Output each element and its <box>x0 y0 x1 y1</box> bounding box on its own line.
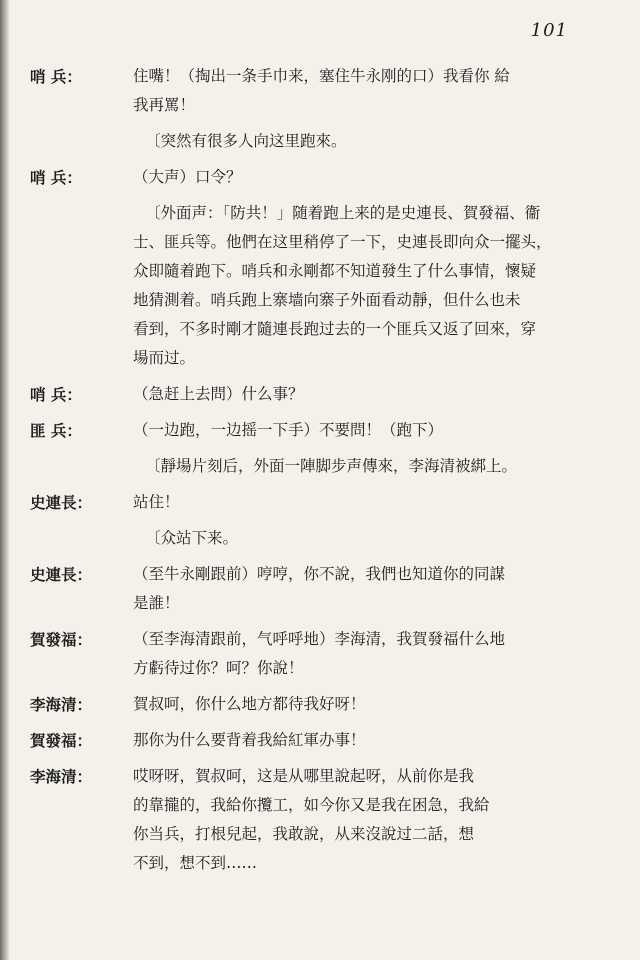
line-text: （大声）口令？ <box>133 168 242 186</box>
speaker-name: 哨 兵： <box>30 168 82 187</box>
continuation-line <box>30 820 602 849</box>
line-text: 的靠攏的，我給你攬工，如今你又是我在困急，我給 <box>133 796 490 814</box>
line-text: 我再罵！ <box>133 96 196 114</box>
dialogue-line <box>30 690 602 719</box>
speaker-name: 哨 兵： <box>30 67 82 86</box>
line-text: 住嘴！（掏出一条手巾来，塞住牛永刚的口）我看你 給 <box>133 67 510 85</box>
line-text: 地猜測着。哨兵跑上寨墙向寨子外面看动靜，但什么也未 <box>133 291 521 309</box>
speaker-name: 史連長： <box>30 565 93 584</box>
dialogue-line <box>30 380 602 409</box>
line-text: 不到，想不到…… <box>133 854 258 872</box>
speaker-name: 賀發福： <box>30 630 93 649</box>
line-text: 〔突然有很多人向这里跑來。 <box>145 132 347 150</box>
dialogue-line <box>30 62 602 91</box>
line-text: 你当兵，打根兒起，我敢說，从来沒說过二話，想 <box>133 825 475 843</box>
dialogue-line <box>30 560 602 589</box>
dialogue-line <box>30 163 602 192</box>
continuation-line <box>30 286 602 315</box>
continuation-line <box>30 228 602 257</box>
page-spine-shadow <box>0 0 9 960</box>
line-text: 站住！ <box>133 493 180 511</box>
line-text: （至牛永剛跟前）哼哼，你不說，我們也知道你的同謀 <box>133 565 506 583</box>
continuation-line <box>30 791 602 820</box>
line-text: 那你为什么要背着我給紅軍办事！ <box>133 731 366 749</box>
speaker-name: 哨 兵： <box>30 385 82 404</box>
line-text: 場而过。 <box>133 349 196 367</box>
line-text: 〔靜場片刻后，外面一陣脚步声傳來，李海清被綁上。 <box>145 457 518 475</box>
line-text: 看到，不多时剛才隨連長跑过去的一个匪兵又返了回來，穿 <box>133 320 537 338</box>
dialogue-line <box>30 726 602 755</box>
speaker-name: 李海清： <box>30 695 93 714</box>
line-text: （至李海清跟前，气呼呼地）李海清，我賀發福什么地 <box>133 630 506 648</box>
stage-direction-line <box>30 199 602 228</box>
line-text: （一边跑，一边摇一下手）不要問！（跑下） <box>133 421 444 439</box>
continuation-line <box>30 91 602 120</box>
stage-direction-line <box>30 524 602 553</box>
continuation-line <box>30 315 602 344</box>
line-text: 方虧待过你？呵？你說！ <box>133 659 304 677</box>
continuation-line <box>30 654 602 683</box>
continuation-line <box>30 344 602 373</box>
stage-direction-line <box>30 127 602 156</box>
script-text <box>30 62 602 878</box>
speaker-name: 賀發福： <box>30 731 93 750</box>
continuation-line <box>30 257 602 286</box>
line-text: 〔众站下来。 <box>145 529 239 547</box>
speaker-name: 李海清： <box>30 767 93 786</box>
stage-direction-line <box>30 452 602 481</box>
dialogue-line <box>30 416 602 445</box>
line-text: 众即隨着跑下。哨兵和永剛都不知道發生了什么事情，懷疑 <box>133 262 537 280</box>
speaker-name: 匪 兵： <box>30 421 82 440</box>
line-text: 賀叔呵，你什么地方都待我好呀！ <box>133 695 366 713</box>
page-number: 101 <box>530 20 568 41</box>
line-text: （急赶上去問）什么事？ <box>133 385 304 403</box>
dialogue-line <box>30 762 602 791</box>
line-text: 是誰！ <box>133 594 180 612</box>
line-text: 士、匪兵等。他們在这里稍停了一下，史連長即向众一擺头， <box>133 233 552 251</box>
dialogue-line <box>30 488 602 517</box>
line-text: 哎呀呀，賀叔呵，这是从哪里說起呀，从前你是我 <box>133 767 475 785</box>
speaker-name: 史連長： <box>30 493 93 512</box>
dialogue-line <box>30 625 602 654</box>
line-text: 〔外面声：「防共！」随着跑上来的是史連長、賀發福、衞 <box>145 204 541 222</box>
continuation-line <box>30 849 602 878</box>
continuation-line <box>30 589 602 618</box>
